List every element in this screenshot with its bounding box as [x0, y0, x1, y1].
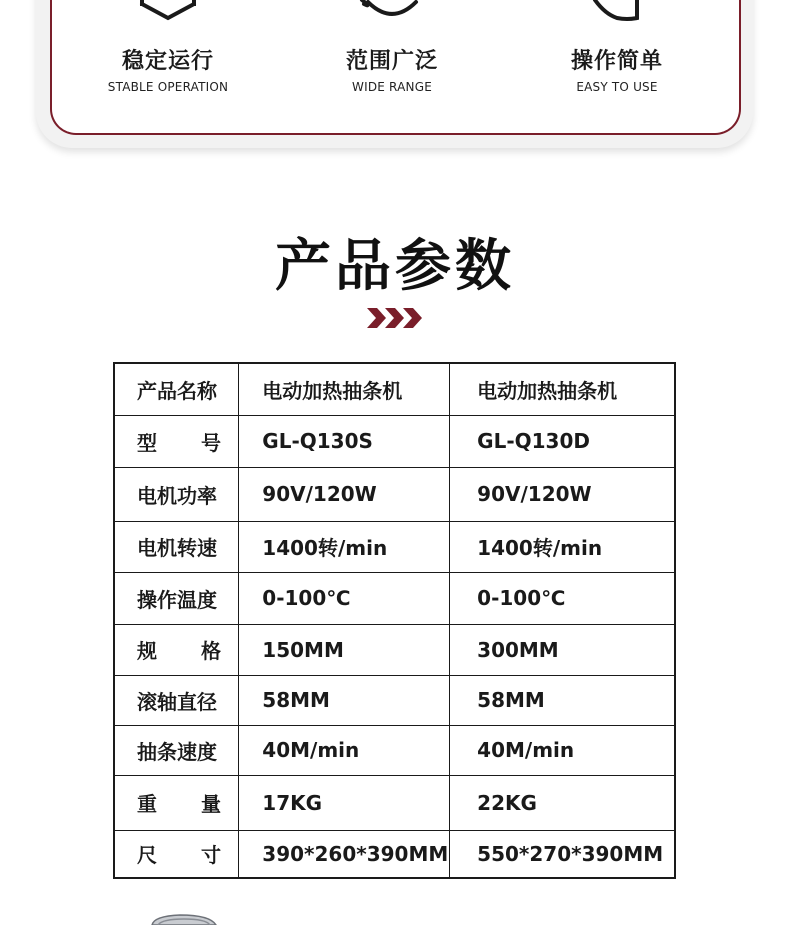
row-label-text: 滚轴直径 [137, 689, 217, 714]
cell-model-2: 300MM [450, 624, 675, 675]
row-label [114, 467, 239, 521]
feature-card [50, 0, 741, 135]
cell-model-2: 22KG [450, 775, 675, 830]
row-label [114, 363, 239, 415]
cell-model-2: 0-100℃ [450, 572, 675, 624]
cell-model-1: 58MM [239, 675, 450, 725]
row-label-text: 产品名称 [137, 378, 217, 403]
row-label [114, 725, 239, 775]
cell-model-1: 电动加热抽条机 [239, 363, 450, 415]
feature-title: 操作简单 [570, 49, 663, 74]
row-label-text: 型 [137, 430, 157, 455]
table-row [114, 725, 675, 775]
cell-model-1: 0-100℃ [239, 572, 450, 624]
feature-title: 稳定运行 [121, 49, 214, 74]
hand-icon [517, 0, 717, 30]
range-icon [292, 0, 492, 30]
table-row [114, 675, 675, 725]
row-label [114, 624, 239, 675]
box-icon [68, 0, 268, 30]
row-label [114, 775, 239, 830]
row-label-text: 尺 [137, 843, 157, 868]
row-label [114, 572, 239, 624]
table-row [114, 624, 675, 675]
row-label-text: 重 [137, 792, 157, 816]
cell-model-1: 90V/120W [239, 467, 450, 521]
row-label [114, 830, 239, 878]
cell-model-2: 550*270*390MM [450, 830, 675, 878]
row-label-text: 量 [201, 792, 221, 816]
cell-model-2: 电动加热抽条机 [450, 363, 675, 415]
cell-model-2: 58MM [450, 675, 675, 725]
table-row [114, 572, 675, 624]
triple-chevron-icon [365, 306, 425, 330]
feature-subtitle: EASY TO USE [576, 80, 658, 94]
row-label-text: 寸 [201, 843, 221, 868]
table-row [114, 830, 675, 878]
cell-model-1: 390*260*390MM [239, 830, 450, 878]
row-label-text: 电机功率 [137, 483, 217, 508]
table-row [114, 415, 675, 467]
row-label [114, 521, 239, 572]
section-title: 产品参数 [275, 234, 515, 299]
row-label-text: 电机转速 [137, 536, 217, 560]
cell-model-1: 40M/min [239, 725, 450, 775]
cell-model-1: GL-Q130S [239, 415, 450, 467]
feature-subtitle: STABLE OPERATION [107, 80, 229, 94]
product-image-peek [150, 912, 220, 925]
table-row [114, 775, 675, 830]
table-row [114, 467, 675, 521]
table-row [114, 363, 675, 415]
row-label-text: 规 [137, 639, 157, 663]
cell-model-2: GL-Q130D [450, 415, 675, 467]
feature-title: 范围广泛 [345, 49, 438, 74]
cell-model-1: 150MM [239, 624, 450, 675]
cell-model-2: 1400转/min [450, 521, 675, 572]
row-label-text: 操作温度 [137, 587, 217, 612]
cell-model-2: 40M/min [450, 725, 675, 775]
cell-model-1: 1400转/min [239, 521, 450, 572]
row-label-text: 抽条速度 [137, 739, 217, 764]
row-label [114, 415, 239, 467]
spec-table [113, 362, 676, 879]
table-row [114, 521, 675, 572]
row-label-text: 格 [201, 639, 221, 663]
row-label-text: 号 [201, 430, 221, 455]
feature-subtitle: WIDE RANGE [352, 80, 432, 94]
cell-model-2: 90V/120W [450, 467, 675, 521]
row-label [114, 675, 239, 725]
cell-model-1: 17KG [239, 775, 450, 830]
